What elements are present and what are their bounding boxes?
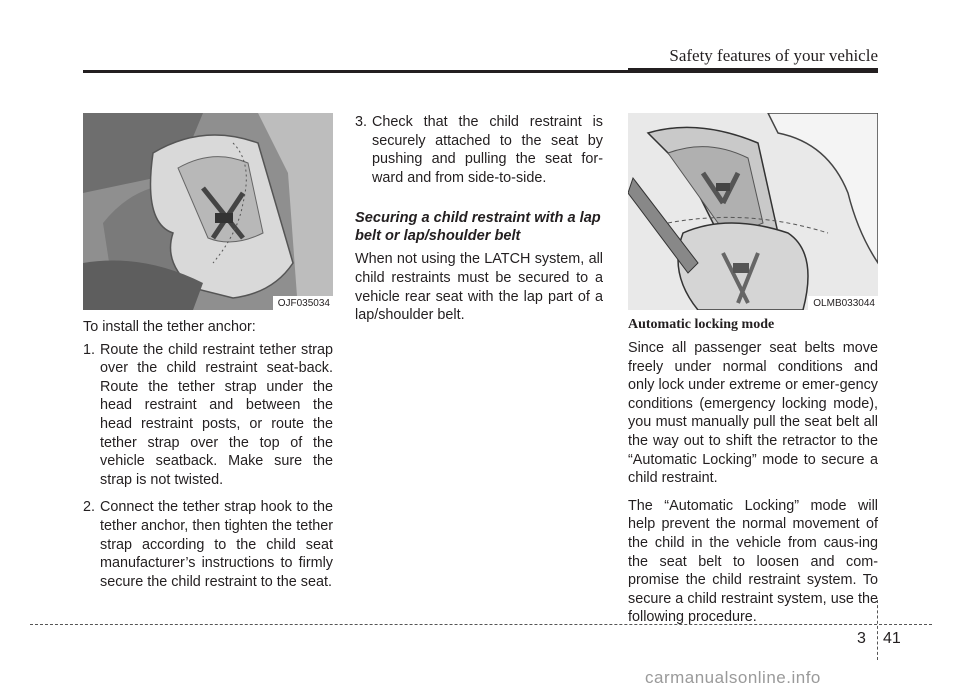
watermark: carmanualsonline.info — [645, 668, 821, 687]
section-subheading: Securing a child restraint with a lap belt or lap/shoulder belt — [355, 210, 601, 245]
step-text: Check that the child restraint is securely attached to the seat by pushing and pulling the seat for-ward and from side-to-side. — [372, 114, 603, 186]
chapter-number: 3 — [857, 630, 866, 647]
car-seat-illustration — [83, 113, 333, 310]
footer-divider — [877, 600, 878, 660]
paragraph: When not using the LATCH system, all child restraints must be secured to a vehicle rear seat with the lap part of a lap/shoulder belt. — [355, 251, 603, 324]
column-3-text — [628, 317, 878, 636]
figure-code: OJF035034 — [273, 296, 333, 310]
step-2 — [83, 498, 333, 591]
page-number: 41 — [883, 630, 901, 647]
figure-code: OLMB033044 — [808, 296, 878, 310]
page-header-title: Safety features of your vehicle — [669, 46, 878, 65]
column-1-text — [83, 318, 333, 600]
column-2-text — [355, 113, 603, 325]
step-number: 3. — [355, 114, 368, 130]
step-text: Connect the tether strap hook to the tether anchor, then tighten the tether strap according to the child seat manufacturer’s instructions to firmly secure the child restraint to the seat. — [100, 499, 333, 590]
step-text: Route the child restraint tether strap over the child restraint seat-back. Route the tether strap under the head restraint and between the head restraint posts, or route the tether strap over the top of the vehicle seatback. Make sure the strap is not twisted. — [100, 341, 333, 488]
step-3 — [355, 113, 603, 187]
child-seat-belt-illustration — [628, 113, 878, 310]
footer-rule — [30, 624, 932, 625]
section-heading: Automatic locking mode — [628, 317, 775, 332]
paragraph: Since all passenger seat belts move freely under normal conditions and only lock under extreme or emer-gency conditions (emergency locking mode), you must manually pull the seat belt all the way out to shift the retractor to the “Automatic Locking” mode to secure a child restraint. — [628, 340, 878, 487]
step-number: 2. — [83, 499, 96, 516]
intro-text: To install the tether anchor: — [83, 319, 256, 335]
step-number: 1. — [83, 341, 96, 358]
header-rule — [83, 70, 878, 73]
paragraph: The “Automatic Locking” mode will help prevent the normal movement of the child in the vehicle from caus-ing the seat belt to loosen and com-promise the child restraint system. To secure a child restraint system, use the following procedure. — [628, 497, 878, 626]
figure-car-seat-tether — [83, 113, 333, 310]
step-1 — [83, 341, 333, 490]
figure-seat-belt-child-seat — [628, 113, 878, 310]
